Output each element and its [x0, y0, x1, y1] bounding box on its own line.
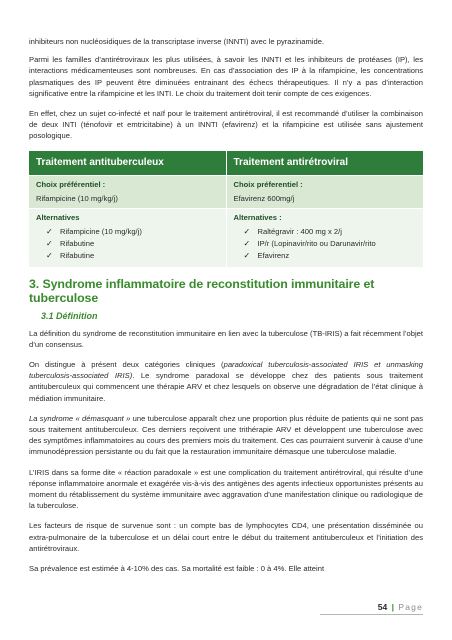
emphasis-unmasking: La syndrome « démasquant » [29, 413, 131, 423]
page-number: 54 [377, 602, 388, 612]
header-antiretroviral: Traitement antirétroviral [226, 151, 423, 176]
checkmark-icon: ✓ [243, 226, 251, 236]
treatment-table [29, 151, 423, 267]
paragraph-intro-continuation: inhibiteurs non nucléosidiques de la transcriptase inverse (INNTI) avec le pyrazinamide. [29, 37, 325, 46]
document-page [29, 36, 423, 583]
preferred-value-right: Efavirenz 600mg/j [233, 193, 295, 203]
alternatives-cell-right [226, 208, 423, 267]
footer-separator: | [391, 602, 394, 612]
alternatives-label-right: Alternatives : [233, 212, 282, 222]
list-item: ✓ Efavirenz [243, 250, 290, 260]
list-item: ✓ Raltégravir : 400 mg x 2/j [243, 226, 342, 236]
paragraph-paradoxical-reaction: L’IRIS dans sa forme dite « réaction paradoxale » est une complication du traitement antirétroviral, qui résulte d’une réponse inflammatoire anormale et exagérée vis-à-vis des antigènes des agents infectieux opportunistes présents au moment du rétablissement du système immunitaire avec aggravation d’une manifestation clinique ou radiologique de la tuberculose. [29, 467, 423, 511]
paragraph-definition: La définition du syndrome de reconstitution immunitaire en lien avec la tuberculose (TB-IRIS) a fait récemment l’objet d’un consensus. [29, 328, 423, 349]
alternatives-row [29, 208, 423, 267]
alternatives-cell-left [29, 208, 226, 267]
preferred-cell-right [226, 175, 423, 208]
preferred-label-right: Choix préferentiel : [233, 179, 303, 189]
preferred-value-left: Rifampicine (10 mg/kg/j) [36, 193, 118, 203]
treatment-table-header-row [29, 151, 423, 176]
list-item: ✓ IP/r (Lopinavir/rito ou Darunavir/rito [243, 238, 376, 248]
alternatives-list-right [234, 227, 417, 261]
paragraph-drug-interactions: Parmi les familles d’antirétroviraux les plus utilisées, à savoir les INNTI et les inhibiteurs de protéases (IP), les interactions médicamenteuses sont nombreuses. En cas d’association des IP à la rifampicine, les concentrations plasmatiques des IP peuvent être diminuées entrainant des échecs thérapeutiques. Il n’y a pas d’interaction significative entre la rifampicine et les INTI. Le choix du traitement doit tenir compte de ces exigences. [29, 55, 423, 98]
list-item: ✓ Rifampicine (10 mg/kg/j) [46, 226, 142, 236]
checkmark-icon: ✓ [243, 238, 251, 248]
alternatives-list-left [36, 227, 219, 261]
paragraph-recommendation: En effet, chez un sujet co-infecté et naïf pour le traitement antirétroviral, il est recommandé d’utiliser la combinaison de deux INTI (ténofovir et emtricitabine) à un INNTI (efavirenz) et la rifampicine est utilisée sans ajustement posologique. [29, 109, 423, 141]
list-item: ✓ Rifabutine [46, 238, 95, 248]
paragraph-unmasking: La syndrome « démasquant » une tuberculose apparaît chez une proportion plus réduite de patients qui ne sont pas sous traitement antituberculeux. Ces derniers reçoivent une trithérapie ARV et développent une tuberculose avec des symptômes inflammatoires au cours des premiers mois du traitement. Ces cas pourraient survenir à cause d’une immunodépression persistante ou du fait que la restauration immunitaire démasque une tuberculose maladie. [29, 413, 423, 457]
paragraph-risk-factors: Les facteurs de risque de survenue sont : un compte bas de lymphocytes CD4, une présentation disséminée ou extra-pulmonaire de la tuberculose et un délai court entre le début du traitement antituberculeux et l’initiation des antirétroviraux. [29, 521, 423, 553]
footer-divider [320, 614, 423, 615]
checkmark-icon: ✓ [46, 250, 53, 260]
preferred-cell-left [29, 175, 226, 208]
checkmark-icon: ✓ [46, 238, 53, 248]
paragraph-clinical-categories: On distingue à présent deux catégories cliniques (paradoxical tuberculosis-associated IRIS et unmasking tuberculosis-associated IRIS). Le syndrome paradoxal se développe chez des patients sous traitement antituberculeux qui commencent une thérapie ARV et chez lesquels on observe une dégradation de l’état clinique à médiation immunitaire. [29, 360, 423, 403]
page-footer [318, 602, 423, 612]
preferred-row [29, 175, 423, 208]
alternatives-label-left: Alternatives [36, 212, 80, 222]
checkmark-icon: ✓ [46, 226, 53, 236]
preferred-label-left: Choix préférentiel : [36, 179, 106, 189]
section-heading: 3. Syndrome inflammatoire de reconstitution immunitaire et tuberculose [29, 276, 375, 305]
checkmark-icon: ✓ [243, 250, 251, 260]
subsection-heading: 3.1 Définition [41, 310, 98, 321]
page-word: Page [398, 602, 423, 612]
emphasis-categories: paradoxical tuberculosis-associated IRIS et unmasking tuberculosis-associated IRIS) [29, 360, 423, 381]
list-item: ✓ Rifabutine [46, 250, 95, 260]
header-antituberculous: Traitement antituberculeux [29, 151, 226, 176]
paragraph-prevalence: Sa prévalence est estimée à 4-10% des cas. Sa mortalité est faible : 0 à 4%. Elle atteint [29, 564, 325, 574]
